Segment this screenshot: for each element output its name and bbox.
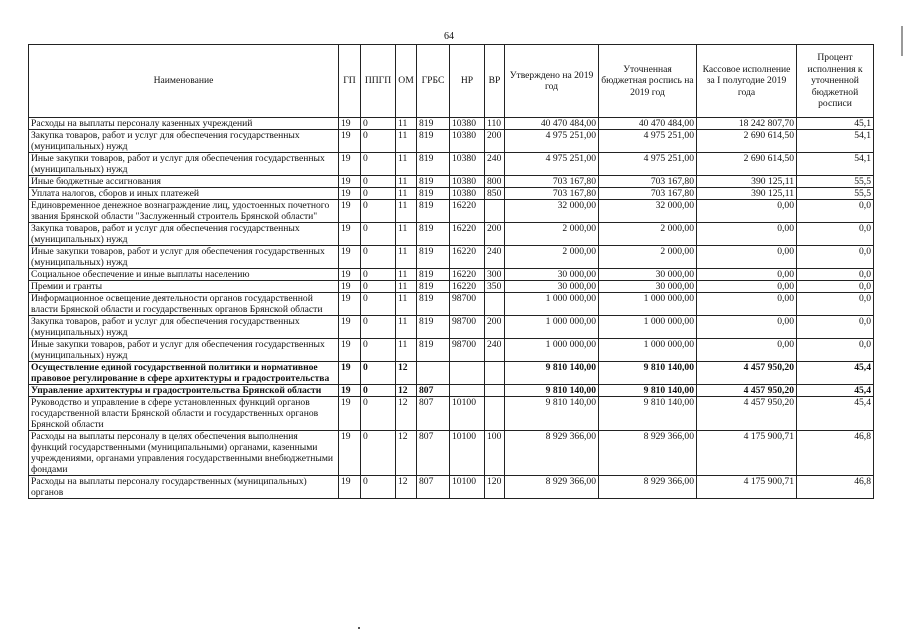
table-row [29,397,874,431]
header-grbs: ГРБС [417,45,450,118]
table-header-row [29,45,874,118]
cell-vr: 200 [485,223,505,246]
cell-name: Социальное обеспечение и иные выплаты населению [29,269,339,281]
cell-vr: 850 [485,188,505,200]
cell-np: 98700 [450,316,485,339]
cell-clarified: 9 810 140,00 [599,362,697,385]
cell-np: 16220 [450,223,485,246]
cell-percent: 0,0 [797,200,874,223]
cell-vr [485,385,505,397]
cell-vr: 120 [485,476,505,499]
cell-gp: 19 [339,246,361,269]
cell-approved: 9 810 140,00 [505,385,599,397]
cell-gp: 19 [339,176,361,188]
cell-gp: 19 [339,293,361,316]
cell-percent: 0,0 [797,281,874,293]
header-ppgp: ППГП [361,45,396,118]
cell-ppgp: 0 [361,293,396,316]
cell-percent: 0,0 [797,269,874,281]
cell-name: Закупка товаров, работ и услуг для обеспечения государственных (муниципальных) нужд [29,316,339,339]
cell-ppgp: 0 [361,339,396,362]
cell-om: 12 [396,431,417,476]
cell-vr: 100 [485,431,505,476]
cell-approved: 9 810 140,00 [505,362,599,385]
cell-om: 11 [396,246,417,269]
cell-grbs: 819 [417,130,450,153]
cell-cash: 4 457 950,20 [697,362,797,385]
cell-grbs: 819 [417,153,450,176]
cell-name: Иные закупки товаров, работ и услуг для обеспечения государственных (муниципальных) нужд [29,153,339,176]
cell-approved: 2 000,00 [505,246,599,269]
cell-approved: 30 000,00 [505,281,599,293]
cell-om: 11 [396,223,417,246]
cell-np: 16220 [450,281,485,293]
cell-percent: 0,0 [797,246,874,269]
header-om: ОМ [396,45,417,118]
cell-gp: 19 [339,281,361,293]
cell-ppgp: 0 [361,281,396,293]
cell-cash: 390 125,11 [697,176,797,188]
cell-ppgp: 0 [361,316,396,339]
cell-ppgp: 0 [361,269,396,281]
cell-om: 11 [396,188,417,200]
cell-gp: 19 [339,385,361,397]
cell-gp: 19 [339,316,361,339]
header-clarified: Уточненная бюджетная роспись на 2019 год [599,45,697,118]
cell-ppgp: 0 [361,246,396,269]
cell-ppgp: 0 [361,188,396,200]
header-np: НР [450,45,485,118]
cell-approved: 703 167,80 [505,176,599,188]
cell-approved: 1 000 000,00 [505,339,599,362]
cell-clarified: 1 000 000,00 [599,316,697,339]
cell-vr [485,397,505,431]
cell-name: Расходы на выплаты персоналу в целях обеспечения выполнения функций государственными (муниципальными) органами, казенными учреждениями, органами управления государственными внебюджетными фондами [29,431,339,476]
cell-name: Расходы на выплаты персоналу государственных (муниципальных) органов [29,476,339,499]
cell-approved: 9 810 140,00 [505,397,599,431]
cell-np: 10380 [450,176,485,188]
cell-np: 10380 [450,118,485,130]
cell-approved: 1 000 000,00 [505,293,599,316]
cell-cash: 4 175 900,71 [697,431,797,476]
table-row [29,200,874,223]
table-body [29,118,874,499]
cell-cash: 2 690 614,50 [697,130,797,153]
cell-grbs [417,362,450,385]
cell-name: Осуществление единой государственной политики и нормативное правовое регулирование в сфере архитектуры и градостроительства [29,362,339,385]
cell-clarified: 32 000,00 [599,200,697,223]
cell-om: 11 [396,269,417,281]
cell-name: Закупка товаров, работ и услуг для обеспечения государственных (муниципальных) нужд [29,223,339,246]
cell-om: 11 [396,176,417,188]
cell-np: 98700 [450,339,485,362]
cell-ppgp: 0 [361,476,396,499]
cell-cash: 0,00 [697,316,797,339]
cell-approved: 30 000,00 [505,269,599,281]
cell-name: Закупка товаров, работ и услуг для обеспечения государственных (муниципальных) нужд [29,130,339,153]
cell-ppgp: 0 [361,118,396,130]
cell-np: 10100 [450,476,485,499]
cell-vr: 110 [485,118,505,130]
cell-gp: 19 [339,476,361,499]
cell-ppgp: 0 [361,200,396,223]
cell-gp: 19 [339,269,361,281]
cell-gp: 19 [339,200,361,223]
cell-clarified: 703 167,80 [599,188,697,200]
cell-clarified: 8 929 366,00 [599,476,697,499]
header-percent: Процент исполнения к уточненной бюджетной росписи [797,45,874,118]
cell-om: 12 [396,362,417,385]
cell-approved: 4 975 251,00 [505,153,599,176]
header-vr: ВР [485,45,505,118]
cell-np: 98700 [450,293,485,316]
cell-vr [485,200,505,223]
cell-clarified: 30 000,00 [599,269,697,281]
table-row [29,293,874,316]
cell-grbs: 807 [417,431,450,476]
cell-clarified: 1 000 000,00 [599,293,697,316]
cell-grbs: 807 [417,476,450,499]
cell-cash: 4 457 950,20 [697,385,797,397]
table-row [29,188,874,200]
cell-percent: 55,5 [797,176,874,188]
cell-approved: 8 929 366,00 [505,476,599,499]
cell-gp: 19 [339,130,361,153]
cell-percent: 0,0 [797,223,874,246]
table-row [29,223,874,246]
cell-cash: 4 175 900,71 [697,476,797,499]
cell-np [450,385,485,397]
cell-ppgp: 0 [361,176,396,188]
cell-ppgp: 0 [361,385,396,397]
cell-percent: 46,8 [797,476,874,499]
cell-percent: 54,1 [797,130,874,153]
cell-grbs: 819 [417,293,450,316]
cell-om: 11 [396,200,417,223]
cell-gp: 19 [339,188,361,200]
cell-percent: 55,5 [797,188,874,200]
cell-clarified: 1 000 000,00 [599,339,697,362]
cell-clarified: 4 975 251,00 [599,130,697,153]
cell-percent: 54,1 [797,153,874,176]
cell-approved: 703 167,80 [505,188,599,200]
cell-grbs: 819 [417,223,450,246]
scan-dot [358,627,360,629]
cell-om: 11 [396,316,417,339]
cell-ppgp: 0 [361,153,396,176]
cell-cash: 18 242 807,70 [697,118,797,130]
cell-approved: 2 000,00 [505,223,599,246]
cell-vr: 300 [485,269,505,281]
cell-clarified: 4 975 251,00 [599,153,697,176]
cell-om: 11 [396,293,417,316]
cell-clarified: 40 470 484,00 [599,118,697,130]
cell-gp: 19 [339,118,361,130]
cell-name: Единовременное денежное вознаграждение лиц, удостоенных почетного звания Брянской области "Заслуженный строитель Брянской области" [29,200,339,223]
cell-name: Иные закупки товаров, работ и услуг для обеспечения государственных (муниципальных) нужд [29,246,339,269]
cell-percent: 0,0 [797,293,874,316]
table-row [29,269,874,281]
cell-gp: 19 [339,362,361,385]
cell-clarified: 30 000,00 [599,281,697,293]
cell-grbs: 819 [417,316,450,339]
cell-name: Уплата налогов, сборов и иных платежей [29,188,339,200]
cell-name: Иные закупки товаров, работ и услуг для обеспечения государственных (муниципальных) нужд [29,339,339,362]
cell-cash: 390 125,11 [697,188,797,200]
cell-np: 10380 [450,130,485,153]
page-number: 64 [444,31,454,42]
cell-ppgp: 0 [361,223,396,246]
table-row [29,118,874,130]
cell-clarified: 9 810 140,00 [599,397,697,431]
cell-gp: 19 [339,397,361,431]
cell-np: 10380 [450,188,485,200]
cell-name: Руководство и управление в сфере установленных функций органов государственной власти Брянской области и государственных органов Брянской области [29,397,339,431]
table-row [29,316,874,339]
cell-om: 11 [396,153,417,176]
header-gp: ГП [339,45,361,118]
cell-ppgp: 0 [361,397,396,431]
cell-clarified: 2 000,00 [599,246,697,269]
cell-name: Управление архитектуры и градостроительства Брянской области [29,385,339,397]
cell-approved: 8 929 366,00 [505,431,599,476]
cell-cash: 0,00 [697,281,797,293]
table-row [29,130,874,153]
cell-om: 12 [396,397,417,431]
table-row [29,385,874,397]
cell-np: 10100 [450,431,485,476]
cell-cash: 0,00 [697,293,797,316]
cell-np: 16220 [450,200,485,223]
cell-cash: 0,00 [697,339,797,362]
cell-clarified: 703 167,80 [599,176,697,188]
cell-percent: 46,8 [797,431,874,476]
cell-np: 16220 [450,246,485,269]
cell-grbs: 819 [417,118,450,130]
cell-gp: 19 [339,223,361,246]
table-row [29,281,874,293]
cell-np: 10380 [450,153,485,176]
cell-vr [485,362,505,385]
cell-vr [485,293,505,316]
cell-percent: 0,0 [797,339,874,362]
table-row [29,176,874,188]
header-approved: Утверждено на 2019 год [505,45,599,118]
cell-name: Информационное освещение деятельности органов государственной власти Брянской области и государственных органов Брянской области [29,293,339,316]
cell-vr: 350 [485,281,505,293]
cell-percent: 45,1 [797,118,874,130]
table-row [29,362,874,385]
cell-cash: 0,00 [697,200,797,223]
cell-clarified: 2 000,00 [599,223,697,246]
cell-grbs: 819 [417,200,450,223]
cell-name: Иные бюджетные ассигнования [29,176,339,188]
cell-clarified: 9 810 140,00 [599,385,697,397]
cell-grbs: 819 [417,188,450,200]
cell-np: 16220 [450,269,485,281]
cell-grbs: 819 [417,281,450,293]
table-row [29,431,874,476]
cell-gp: 19 [339,431,361,476]
cell-approved: 1 000 000,00 [505,316,599,339]
table-row [29,153,874,176]
cell-cash: 4 457 950,20 [697,397,797,431]
cell-om: 12 [396,385,417,397]
cell-gp: 19 [339,153,361,176]
cell-approved: 4 975 251,00 [505,130,599,153]
table-row [29,476,874,499]
cell-np [450,362,485,385]
cell-approved: 32 000,00 [505,200,599,223]
cell-vr: 240 [485,339,505,362]
scan-edge-mark [901,26,903,56]
budget-table [28,44,874,499]
cell-percent: 0,0 [797,316,874,339]
cell-gp: 19 [339,339,361,362]
cell-approved: 40 470 484,00 [505,118,599,130]
cell-om: 12 [396,476,417,499]
cell-vr: 200 [485,316,505,339]
cell-cash: 0,00 [697,246,797,269]
cell-om: 11 [396,130,417,153]
cell-grbs: 819 [417,246,450,269]
cell-grbs: 819 [417,339,450,362]
cell-name: Премии и гранты [29,281,339,293]
cell-percent: 45,4 [797,397,874,431]
cell-clarified: 8 929 366,00 [599,431,697,476]
cell-grbs: 819 [417,269,450,281]
cell-name: Расходы на выплаты персоналу казенных учреждений [29,118,339,130]
cell-om: 11 [396,281,417,293]
cell-vr: 240 [485,153,505,176]
table-row [29,339,874,362]
header-name: Наименование [29,45,339,118]
cell-grbs: 807 [417,385,450,397]
cell-np: 10100 [450,397,485,431]
cell-percent: 45,4 [797,385,874,397]
cell-grbs: 807 [417,397,450,431]
cell-vr: 800 [485,176,505,188]
cell-vr: 240 [485,246,505,269]
cell-ppgp: 0 [361,130,396,153]
cell-grbs: 819 [417,176,450,188]
cell-cash: 0,00 [697,223,797,246]
cell-cash: 2 690 614,50 [697,153,797,176]
cell-vr: 200 [485,130,505,153]
cell-cash: 0,00 [697,269,797,281]
cell-percent: 45,4 [797,362,874,385]
header-cash: Кассовое исполнение за I полугодие 2019 года [697,45,797,118]
cell-ppgp: 0 [361,362,396,385]
cell-om: 11 [396,118,417,130]
table-row [29,246,874,269]
cell-ppgp: 0 [361,431,396,476]
cell-om: 11 [396,339,417,362]
